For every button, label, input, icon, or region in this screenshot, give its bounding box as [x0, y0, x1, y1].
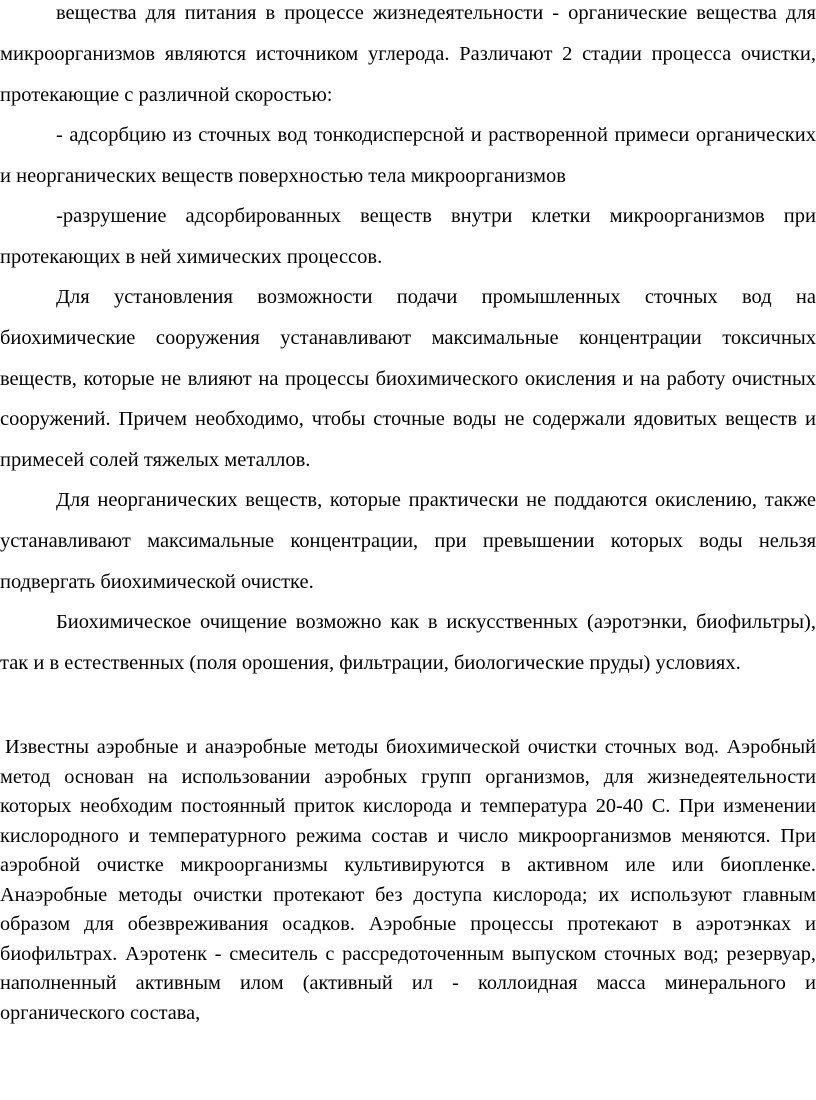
- paragraph-adsorption-stage: - адсорбцию из сточных вод тонкодисперсной и растворенной примеси органических и неорганических веществ поверхностью тела микроорганизмов: [0, 124, 816, 187]
- paragraph-destruction-stage: -разрушение адсорбированных веществ внутри клетки микроорганизмов при протекающих в ней химических процессов.: [0, 205, 816, 268]
- paragraph-inorganic-substances: Для неорганических веществ, которые практически не поддаются окислению, также устанавливают максимальные концентрации, при превышении которых воды нельзя подвергать биохимической очистке.: [0, 489, 816, 593]
- paragraph-biochemical-cleaning: Биохимическое очищение возможно как в искусственных (аэротэнки, биофильтры), так и в естественных (поля орошения, фильтрации, биологические пруды) условиях.: [0, 611, 816, 674]
- paragraph-nutrition-carbon: вещества для питания в процессе жизнедеятельности - органические вещества для микроорганизмов являются источником углерода. Различают 2 стадии процесса очистки, протекающие с различной скоростью:: [0, 2, 816, 106]
- paragraph-toxic-concentrations: Для установления возможности подачи промышленных сточных вод на биохимические сооружения устанавливают максимальные концентрации токсичных веществ, которые не влияют на процессы биохимического окисления и на работу очистных сооружений. Причем необходимо, чтобы сточные воды не содержали ядовитых веществ и примесей солей тяжелых металлов.: [0, 286, 816, 472]
- paragraph-aerobic-anaerobic-methods: Известны аэробные и анаэробные методы биохимической очистки сточных вод. Аэробный метод основан на использовании аэробных групп организмов, для жизнедеятельности которых необходим постоянный приток кислорода и температура 20-40 С. При изменении кислородного и температурного режима состав и число микроорганизмов меняются. При аэробной очистке микроорганизмы культивируются в активном иле или биопленке. Анаэробные методы очистки протекают без доступа кислорода; их используют главным образом для обезвреживания осадков. Аэробные процессы протекают в аэротэнках и биофильтрах. Аэротенк - смеситель с рассредоточенным выпуском сточных вод; резервуар, наполненный активным илом (активный ил - коллоидная масса минерального и органического состава,: [0, 736, 816, 1024]
